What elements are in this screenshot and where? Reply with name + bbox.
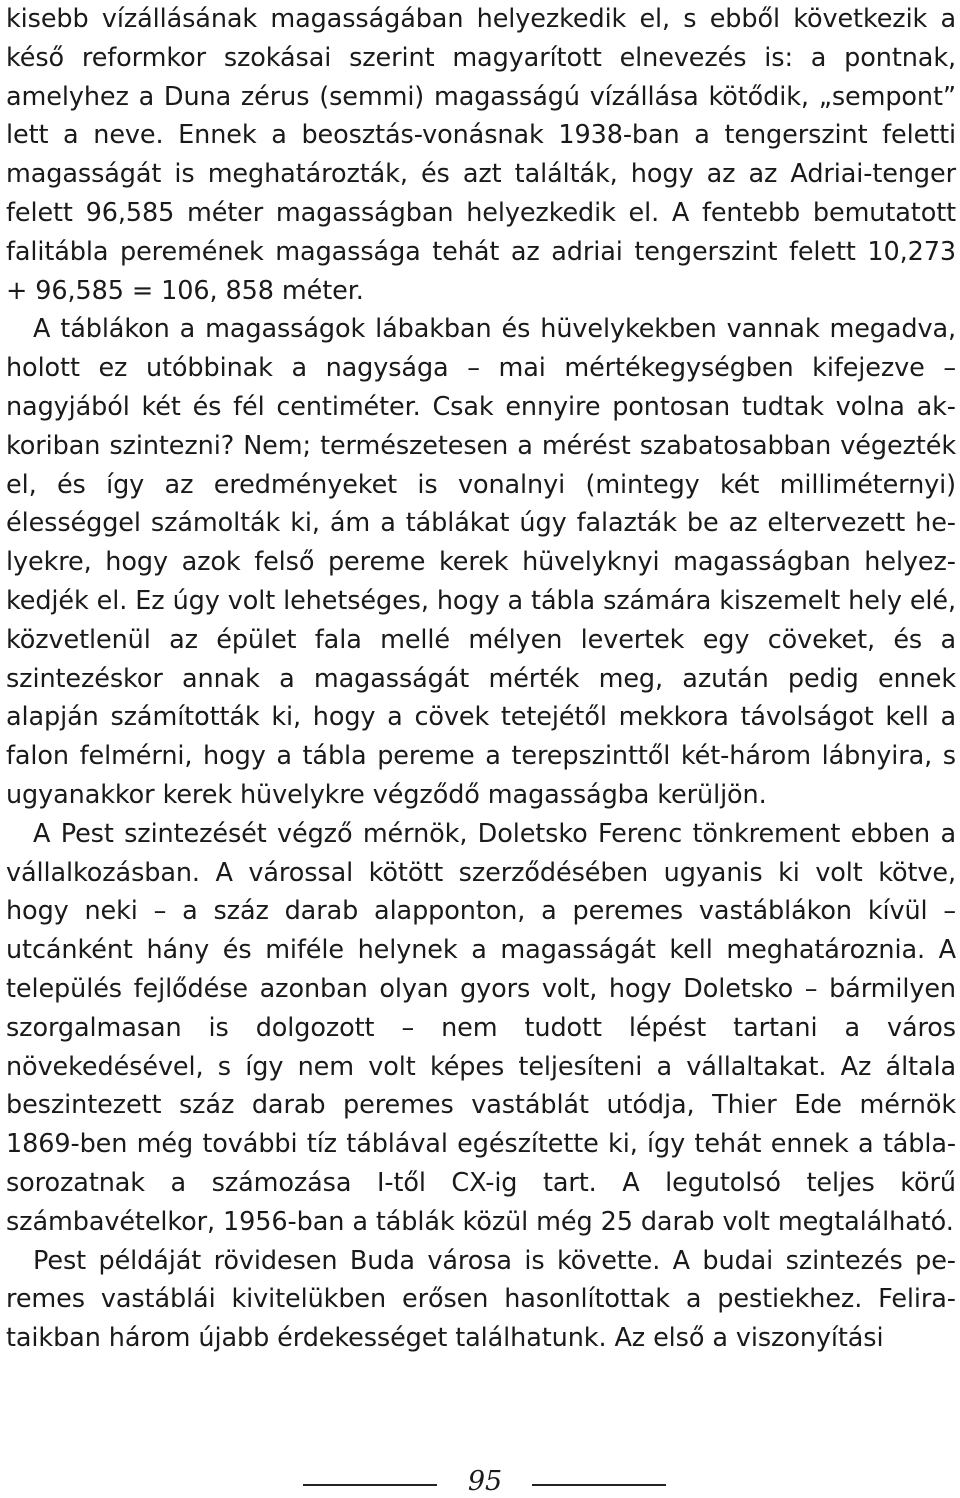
book-page-body <box>6 0 956 1358</box>
footer-rule-right <box>532 1484 666 1486</box>
page-footer <box>0 1462 960 1498</box>
footer-rule-left <box>303 1484 437 1486</box>
paragraph-feet-inches-precision: A táblákon a magasságok lábakban és hüvelykekben vannak megadva, holott ez utóbbinak a nagysága – mai mértékegységben kifejezve – nagyjából két és fél centiméter. Csak ennyire pontosan tudtak volna akkoriban szintezni? Nem; természetesen a mérést szabatosabban végezték el, és így az eredményeket is vonalnyi (mintegy két milliméternyi) élességgel számolták ki, ám a táblákat úgy falazták be az eltervezett helyekre, hogy azok felső pereme kerek hüvelyknyi magasságban helyezkedjék el. Ez úgy volt lehetséges, hogy a tábla számára kiszemelt hely elé, közvetlenül az épület fala mellé mélyen levertek egy cöveket, és a szintezéskor annak a magasságát mérték meg, azután pedig ennek alapján számították ki, hogy a cövek tetejétől mekkora távolságot kell a falon felmérni, hogy a tábla pereme a terepszinttől két-három lábnyira, s ugyanakkor kerek hüvelykre végződő magasságba kerüljön. <box>6 314 956 810</box>
paragraph-doletsko-surveying: A Pest szintezését végző mérnök, Doletsko Ferenc tönkrement ebben a vállalkozásban. A várossal kötött szerződésében ugyanis ki volt kötve, hogy neki – a száz darab alapponton, a peremes vastáblákon kívül – utcánként hány és miféle helynek a magasságát kell meghatároznia. A település fejlődése azonban olyan gyors volt, hogy Doletsko – bármilyen szorgalmasan is dolgozott – nem tudott lépést tartani a város növekedésével, s így nem volt képes teljesíteni a vállaltakat. Az általa beszintezett száz darab peremes vastáblát utódja, Thier Ede mérnök 1869-ben még további tíz táblával egészítette ki, így tehát ennek a tábla-sorozatnak a számozása I-től CX-ig tart. A legutolsó teljes körű számbavételkor, 1956-ban a táblák közül még 25 darab volt megtalálható. <box>6 818 956 1237</box>
page-number: 95 <box>467 1466 503 1497</box>
paragraph-buda-leveling: Pest példáját rövidesen Buda városa is követte. A budai szintezés peremes vastáblái kivitelükben erősen hasonlítottak a pestiekhez. Felirataikban három újabb érdekességet találhatunk. Az első a viszonyítási <box>6 1245 956 1354</box>
paragraph-sempont-height: kisebb vízállásának magasságában helyezkedik el, s ebből következik a késő reformkor szokásai szerint magyarított elnevezés is: a pontnak, amelyhez a Duna zérus (semmi) magasságú vízállása kötődik, „sempont” lett a neve. Ennek a beosztás-vonásnak 1938-ban a tengerszint feletti magasságát is meghatározták, és azt találták, hogy az az Adriai-tenger felett 96,585 méter magasságban helyezkedik el. A fentebb bemutatott falitábla peremének magassága tehát az adriai tengerszint felett 10,273 + 96,585 = 106, 858 méter. <box>6 4 956 306</box>
